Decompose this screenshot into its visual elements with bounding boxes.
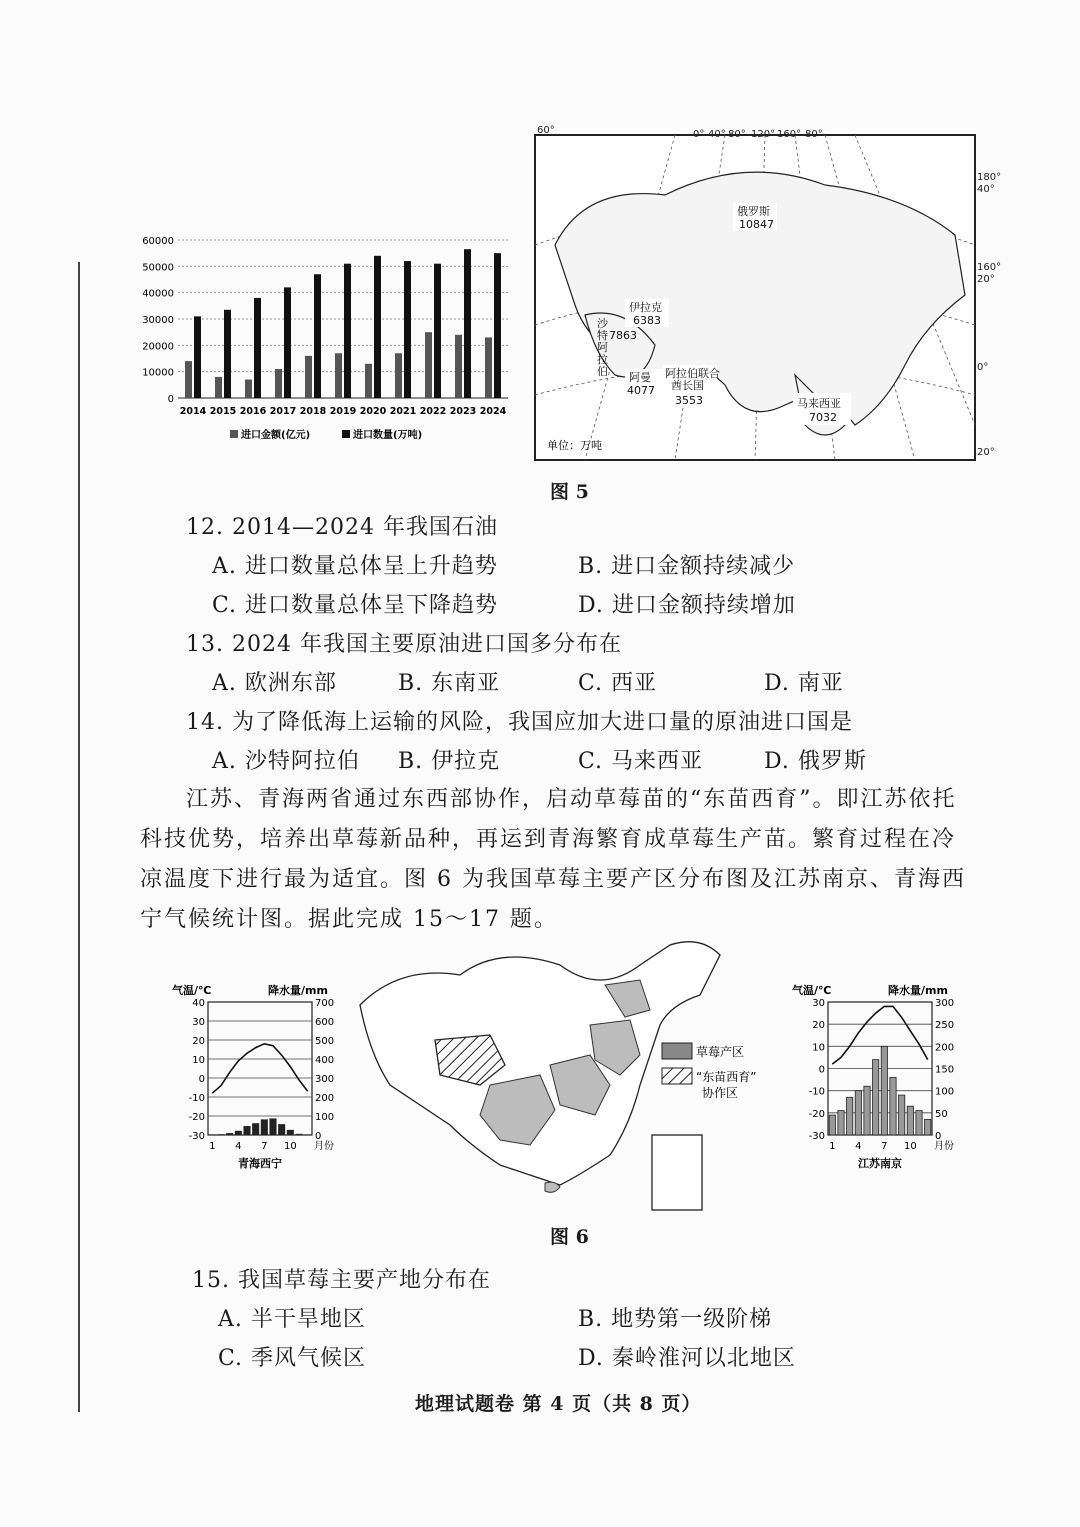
legend-label: “东苗西育” (696, 1070, 757, 1084)
precip-bar (899, 1095, 905, 1135)
bar-import-quantity (344, 264, 351, 398)
y-tick-label: 0 (167, 394, 174, 405)
bar-import-quantity (254, 298, 261, 398)
china-strawberry-map (340, 925, 790, 1215)
lon-label: 80° (728, 129, 746, 140)
month-tick-label: 4 (235, 1141, 242, 1152)
x-tick-label: 2024 (479, 406, 507, 417)
month-tick-label: 1 (209, 1141, 216, 1152)
lat-label: 0° (977, 362, 989, 373)
bar-import-amount (365, 364, 372, 398)
temp-tick-label: -20 (188, 1112, 205, 1123)
lon-label: 180° (977, 172, 1002, 183)
country-name-char: 沙 (597, 317, 608, 330)
precip-tick-label: 250 (935, 1020, 955, 1032)
lon-label: 160° (977, 262, 1002, 273)
lon-label: 40° (708, 129, 726, 140)
temp-tick-label: 30 (812, 998, 825, 1009)
bar-import-amount (335, 353, 342, 398)
precip-bar (235, 1131, 241, 1135)
precip-bar (881, 1046, 887, 1135)
precip-tick-label: 300 (935, 998, 955, 1009)
country-value: 4077 (627, 384, 655, 397)
y-tick-label: 30000 (142, 315, 174, 326)
precip-tick-label: 600 (315, 1017, 335, 1028)
month-tick-label: 10 (903, 1141, 917, 1152)
q12-option-c[interactable]: C. 进口数量总体呈下降趋势 (212, 593, 499, 618)
map6-legend (662, 1043, 756, 1100)
x-tick-label: 2015 (209, 406, 237, 417)
y-tick-label: 20000 (142, 341, 174, 353)
country-name: 俄罗斯 (737, 205, 770, 218)
precip-tick-label: 200 (935, 1042, 955, 1054)
q12-stem: 12. 2014—2024 年我国石油 (186, 515, 498, 540)
temp-tick-label: 10 (192, 1055, 205, 1066)
country-value: 3553 (675, 394, 703, 407)
q14-option-a[interactable]: A. 沙特阿拉伯 (212, 749, 360, 774)
precip-bar (244, 1126, 250, 1135)
temp-tick-label: 20 (812, 1020, 825, 1032)
x-axis-title: 月份 (934, 1141, 954, 1152)
temp-tick-label: -30 (808, 1131, 825, 1142)
passage-line: 宁气候统计图。据此完成 15～17 题。 (140, 907, 558, 932)
figure6-caption: 图 6 (550, 1226, 589, 1248)
bar-import-amount (425, 332, 432, 398)
passage-line: 江苏、青海两省通过东西部协作，启动草莓苗的“东苗西育”。即江苏依托 (186, 787, 957, 812)
temp-tick-label: -30 (188, 1131, 205, 1142)
y-tick-label: 50000 (142, 262, 174, 274)
q14-stem: 14. 为了降低海上运输的风险，我国应加大进口量的原油进口国是 (186, 710, 853, 735)
legend-label: 进口金额(亿元) (241, 430, 311, 441)
x-tick-label: 2019 (329, 406, 357, 417)
bar-import-quantity (224, 310, 231, 398)
temperature-line (212, 1044, 307, 1093)
precip-bar (916, 1111, 922, 1135)
precip-bar (287, 1130, 293, 1135)
xining-climate-chart (170, 980, 355, 1180)
bar-import-amount (215, 377, 222, 398)
precip-bar (261, 1120, 267, 1135)
station-name: 青海西宁 (238, 1157, 282, 1170)
temp-tick-label: 10 (812, 1042, 825, 1054)
x-tick-label: 2014 (179, 406, 207, 417)
uae-label (663, 365, 720, 407)
legend-swatch-gray (662, 1043, 692, 1059)
country-name-char: 伯 (597, 365, 608, 378)
precip-bar (855, 1091, 861, 1135)
q15-stem: 15. 我国草莓主要产地分布在 (192, 1268, 491, 1293)
temp-tick-label: -10 (188, 1093, 205, 1104)
x-tick-label: 2017 (269, 406, 297, 417)
iraq-label (625, 299, 669, 327)
country-value: 7032 (809, 411, 837, 424)
temp-tick-label: -20 (808, 1108, 825, 1120)
lon-label: 120° (751, 129, 776, 140)
q12-option-d[interactable]: D. 进口金额持续增加 (578, 593, 796, 618)
lon-label: 80° (805, 129, 823, 140)
q15-option-c[interactable]: C. 季风气候区 (218, 1346, 367, 1371)
south-china-sea-inset (652, 1135, 702, 1210)
temp-tick-label: 0 (198, 1074, 205, 1085)
temp-tick-label: -10 (808, 1086, 825, 1098)
russia-label (733, 203, 777, 231)
precip-tick-label: 200 (315, 1093, 335, 1104)
temp-tick-label: 30 (192, 1017, 205, 1028)
nanjing-climate-chart (790, 980, 975, 1180)
country-name-char: 阿 (597, 341, 608, 354)
precip-bar (925, 1119, 931, 1135)
y-left-axis-title: 气温/℃ (792, 984, 832, 997)
malaysia-label (793, 393, 851, 425)
temp-tick-label: 20 (192, 1036, 205, 1047)
oil-import-bar-chart (120, 228, 520, 458)
y-tick-label: 40000 (142, 288, 174, 300)
country-name: 马来西亚 (797, 397, 841, 410)
bar-import-quantity (464, 249, 471, 398)
precip-tick-label: 0 (315, 1131, 322, 1142)
lat-label: 20° (977, 447, 995, 458)
bar-import-quantity (494, 253, 501, 398)
country-name: 阿曼 (629, 371, 651, 384)
lon-label: 160° (777, 129, 802, 140)
y-left-axis-title: 气温/℃ (172, 984, 212, 997)
legend-label: 进口数量(万吨) (353, 430, 423, 441)
bar-import-quantity (284, 287, 291, 398)
lon-label: 0° (693, 129, 705, 140)
country-value: 10847 (739, 218, 774, 231)
passage-line: 科技优势，培养出草莓新品种，再运到青海繁育成草莓生产苗。繁育过程在冷 (140, 827, 957, 852)
plot-frame (208, 1002, 312, 1135)
figure5-caption: 图 5 (550, 481, 589, 503)
passage-line: 凉温度下进行最为适宜。图 6 为我国草莓主要产区分布图及江苏南京、青海西 (140, 867, 966, 892)
bar-import-amount (245, 380, 252, 398)
y-right-axis-title: 降水量/mm (268, 984, 328, 997)
q15-option-b[interactable]: B. 地势第一级阶梯 (578, 1307, 773, 1332)
precip-tick-label: 50 (935, 1108, 948, 1120)
y-tick-label: 60000 (142, 236, 174, 247)
bar-import-quantity (314, 274, 321, 398)
bar-import-amount (305, 356, 312, 398)
x-tick-label: 2016 (239, 406, 267, 417)
bar-import-amount (395, 353, 402, 398)
country-name: 伊拉克 (629, 301, 662, 314)
precip-tick-label: 700 (315, 998, 335, 1009)
month-tick-label: 7 (261, 1141, 268, 1152)
precip-bar (270, 1119, 276, 1135)
precip-tick-label: 0 (935, 1131, 942, 1142)
lat-label: 20° (977, 274, 995, 285)
precip-bar (296, 1134, 302, 1135)
legend-label: 草莓产区 (696, 1045, 745, 1059)
precip-bar (873, 1060, 879, 1135)
country-value: 6383 (633, 314, 661, 327)
x-tick-label: 2020 (359, 406, 387, 417)
x-tick-label: 2021 (389, 406, 417, 417)
month-tick-label: 10 (283, 1141, 297, 1152)
bar-import-quantity (434, 264, 441, 398)
temp-tick-label: 0 (818, 1064, 825, 1076)
y-tick-label: 10000 (142, 367, 174, 379)
precip-tick-label: 400 (315, 1055, 335, 1066)
bar-import-amount (275, 369, 282, 398)
q13-option-d[interactable]: D. 南亚 (764, 671, 844, 696)
q15-option-d[interactable]: D. 秦岭淮河以北地区 (578, 1346, 796, 1371)
margin-line (78, 262, 80, 1412)
precip-bar (253, 1124, 259, 1135)
q13-stem: 13. 2024 年我国主要原油进口国多分布在 (186, 632, 622, 657)
country-name-line: 阿拉伯联合 (665, 367, 720, 380)
q15-option-a[interactable]: A. 半干旱地区 (218, 1307, 366, 1332)
q14-option-c[interactable]: C. 马来西亚 (578, 749, 704, 774)
q14-option-b[interactable]: B. 伊拉克 (398, 749, 501, 774)
bar-import-quantity (194, 316, 201, 398)
q14-option-d[interactable]: D. 俄罗斯 (764, 749, 867, 774)
q12-option-a[interactable]: A. 进口数量总体呈上升趋势 (212, 554, 498, 579)
y-right-axis-title: 降水量/mm (888, 984, 948, 997)
country-name-char: 拉 (597, 353, 608, 366)
country-name-char: 特 (597, 329, 608, 342)
eurasia-oil-map (525, 125, 1002, 470)
temp-tick-label: 40 (192, 998, 205, 1009)
precip-tick-label: 100 (935, 1086, 955, 1098)
legend-swatch (342, 430, 350, 438)
x-tick-label: 2022 (419, 406, 447, 417)
bar-import-quantity (374, 256, 381, 398)
legend-swatch (230, 430, 238, 438)
bar-import-amount (485, 337, 492, 398)
bar-import-amount (455, 335, 462, 398)
bar-import-amount (185, 361, 192, 398)
month-tick-label: 1 (829, 1141, 836, 1152)
country-value: 7863 (609, 329, 637, 342)
precip-bar (847, 1097, 853, 1135)
precip-bar (227, 1133, 233, 1135)
precip-tick-label: 300 (315, 1074, 335, 1085)
country-name-line: 酋长国 (671, 379, 704, 392)
q12-option-b[interactable]: B. 进口金额持续减少 (578, 554, 796, 579)
x-tick-label: 2018 (299, 406, 327, 417)
lat-label: 40° (977, 184, 995, 195)
precip-bar (890, 1077, 896, 1135)
legend-label: 协作区 (702, 1086, 739, 1100)
precip-bar (838, 1111, 844, 1135)
bar-import-quantity (404, 261, 411, 398)
oman-label (625, 369, 663, 397)
temperature-line (832, 1006, 927, 1064)
q13-option-c[interactable]: C. 西亚 (578, 671, 658, 696)
precip-bar (864, 1086, 870, 1135)
precip-tick-label: 150 (935, 1064, 955, 1076)
precip-tick-label: 500 (315, 1036, 335, 1047)
q13-option-a[interactable]: A. 欧洲东部 (212, 671, 337, 696)
x-tick-label: 2023 (449, 406, 477, 417)
precip-bar (279, 1125, 285, 1135)
precip-bar (907, 1106, 913, 1135)
station-name: 江苏南京 (858, 1157, 902, 1170)
legend-swatch-hatch (662, 1068, 692, 1084)
lat-label: 60° (537, 125, 555, 136)
x-axis-title: 月份 (314, 1141, 334, 1152)
q13-option-b[interactable]: B. 东南亚 (398, 671, 501, 696)
month-tick-label: 4 (855, 1141, 862, 1152)
map5-unit: 单位：万吨 (547, 439, 602, 452)
month-tick-label: 7 (881, 1141, 888, 1152)
page-footer: 地理试题卷 第 4 页（共 8 页） (415, 1393, 702, 1415)
precip-tick-label: 100 (315, 1112, 335, 1123)
precip-bar (829, 1115, 835, 1135)
